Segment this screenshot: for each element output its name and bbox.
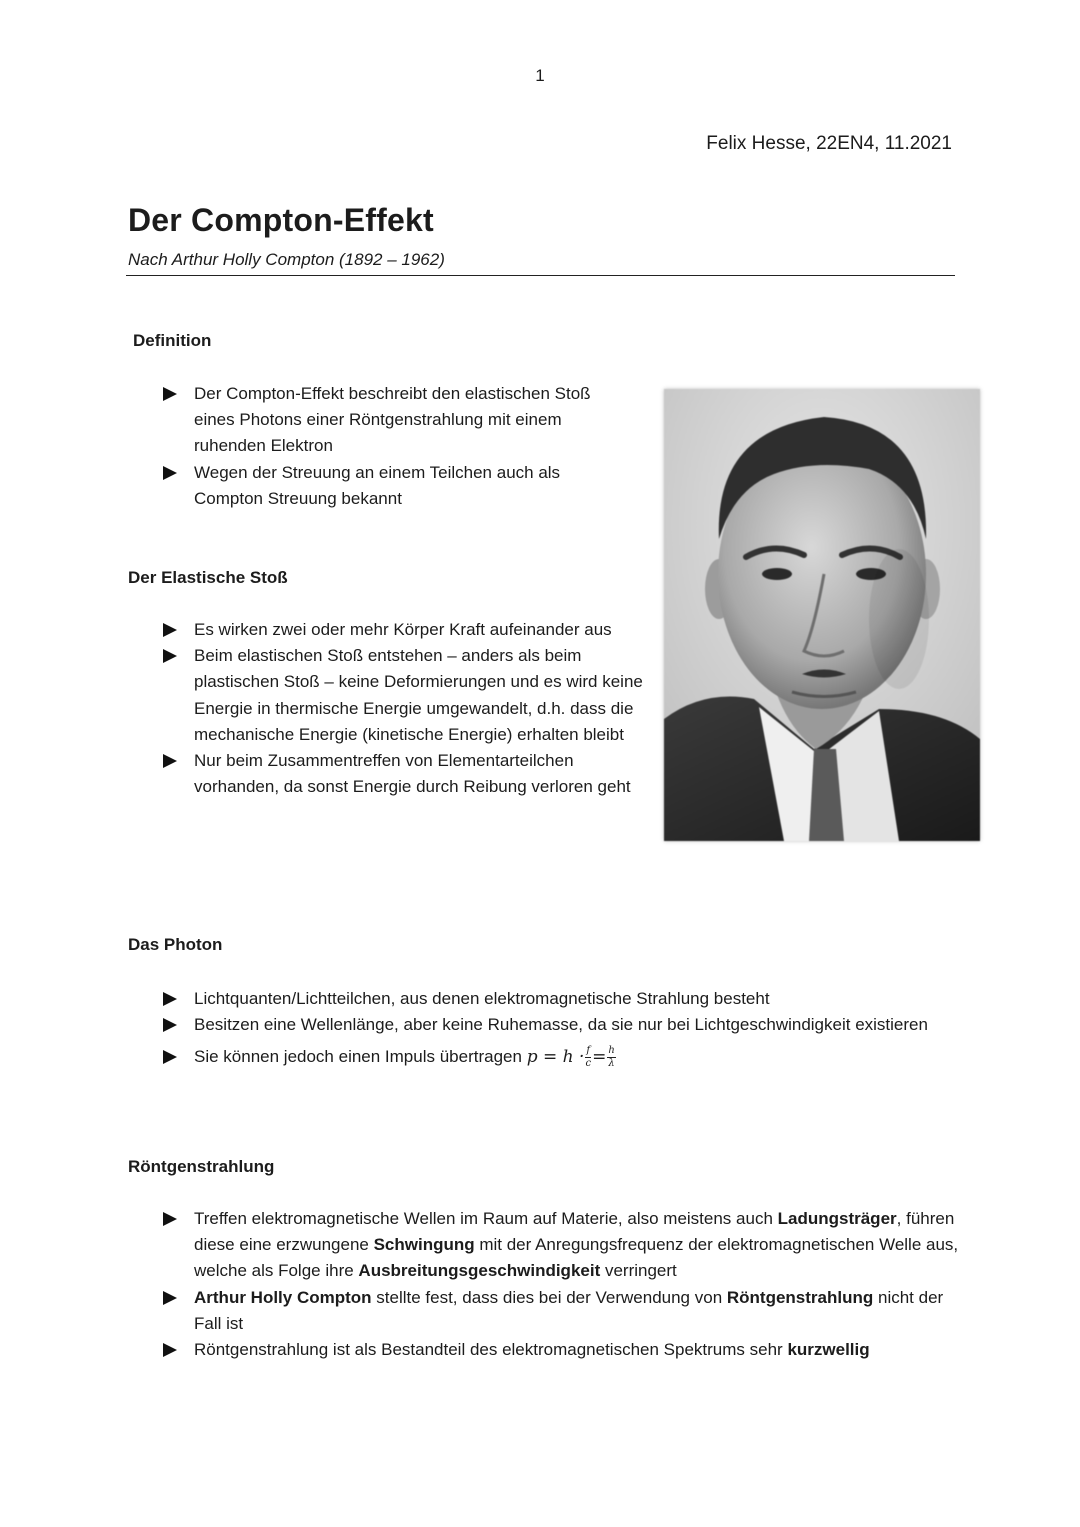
- fraction-f-over-c: $\frac{f}{c}$: [585, 1045, 592, 1070]
- list-item: Besitzen eine Wellenlänge, aber keine Ruhemasse, da sie nur bei Lichtgeschwindigkeit existieren: [163, 1012, 953, 1038]
- bullet-arrow-icon: [163, 387, 177, 401]
- bullet-arrow-icon: [163, 1018, 177, 1032]
- bullet-arrow-icon: [163, 754, 177, 768]
- section-heading-definition: Definition: [133, 331, 212, 350]
- impulse-formula: p = h · $\frac{f}{c}$ = $\frac{h}{\lambda}$: [526, 1045, 615, 1070]
- author-line: Felix Hesse, 22EN4, 11.2021: [706, 133, 952, 154]
- list-item: Der Compton-Effekt beschreibt den elastischen Stoß eines Photons einer Röntgenstrahlung mit einem ruhenden Elektron: [163, 381, 633, 460]
- portrait-photo: [664, 389, 980, 841]
- section-heading-roentgen: Röntgenstrahlung: [128, 1157, 275, 1176]
- bullet-arrow-icon: [163, 623, 177, 637]
- bullet-arrow-icon: [163, 992, 177, 1006]
- list-item: Sie können jedoch einen Impuls übertragen p = h · $\frac{f}{c}$ = $\frac{h}{\lambda}$: [163, 1044, 953, 1070]
- bullet-arrow-icon: [163, 1291, 177, 1305]
- elastic-list: [163, 617, 643, 800]
- list-item: Röntgenstrahlung ist als Bestandteil des elektromagnetischen Spektrums sehr kurzwellig: [163, 1337, 963, 1363]
- photon-list: [163, 986, 953, 1071]
- section-heading-elastic: Der Elastische Stoß: [128, 568, 288, 587]
- bullet-arrow-icon: [163, 649, 177, 663]
- page-number: 1: [535, 66, 545, 85]
- bullet-arrow-icon: [163, 466, 177, 480]
- title-divider: [126, 275, 955, 276]
- bullet-arrow-icon: [163, 1343, 177, 1357]
- list-item: Nur beim Zusammentreffen von Elementarteilchen vorhanden, da sonst Energie durch Reibung verloren geht: [163, 748, 643, 800]
- list-item: Wegen der Streuung an einem Teilchen auch als Compton Streuung bekannt: [163, 460, 633, 512]
- fraction-h-over-lambda: $\frac{h}{\lambda}$: [608, 1045, 615, 1070]
- list-item: Treffen elektromagnetische Wellen im Raum auf Materie, also meistens auch Ladungsträger, führen diese eine erzwungene Schwingung mit der Anregungsfrequenz der elektromagnetischen Welle aus, welche als Folge ihre Ausbreitungsgeschwindigkeit verringert: [163, 1206, 963, 1285]
- page-subtitle: Nach Arthur Holly Compton (1892 – 1962): [128, 250, 445, 269]
- roentgen-list: [163, 1206, 963, 1363]
- list-item: Lichtquanten/Lichtteilchen, aus denen elektromagnetische Strahlung besteht: [163, 986, 953, 1012]
- list-item: Arthur Holly Compton stellte fest, dass dies bei der Verwendung von Röntgenstrahlung nicht der Fall ist: [163, 1285, 963, 1337]
- page-title: Der Compton-Effekt: [128, 202, 434, 238]
- definition-list: [163, 381, 633, 512]
- list-item: Es wirken zwei oder mehr Körper Kraft aufeinander aus: [163, 617, 643, 643]
- bullet-arrow-icon: [163, 1212, 177, 1226]
- section-heading-photon: Das Photon: [128, 935, 223, 954]
- bullet-arrow-icon: [163, 1050, 177, 1064]
- list-item: Beim elastischen Stoß entstehen – anders als beim plastischen Stoß – keine Deformierungen und es wird keine Energie in thermische Energie umgewandelt, d.h. dass die mechanische Energie (kinetische Energie) erhalten bleibt: [163, 643, 643, 748]
